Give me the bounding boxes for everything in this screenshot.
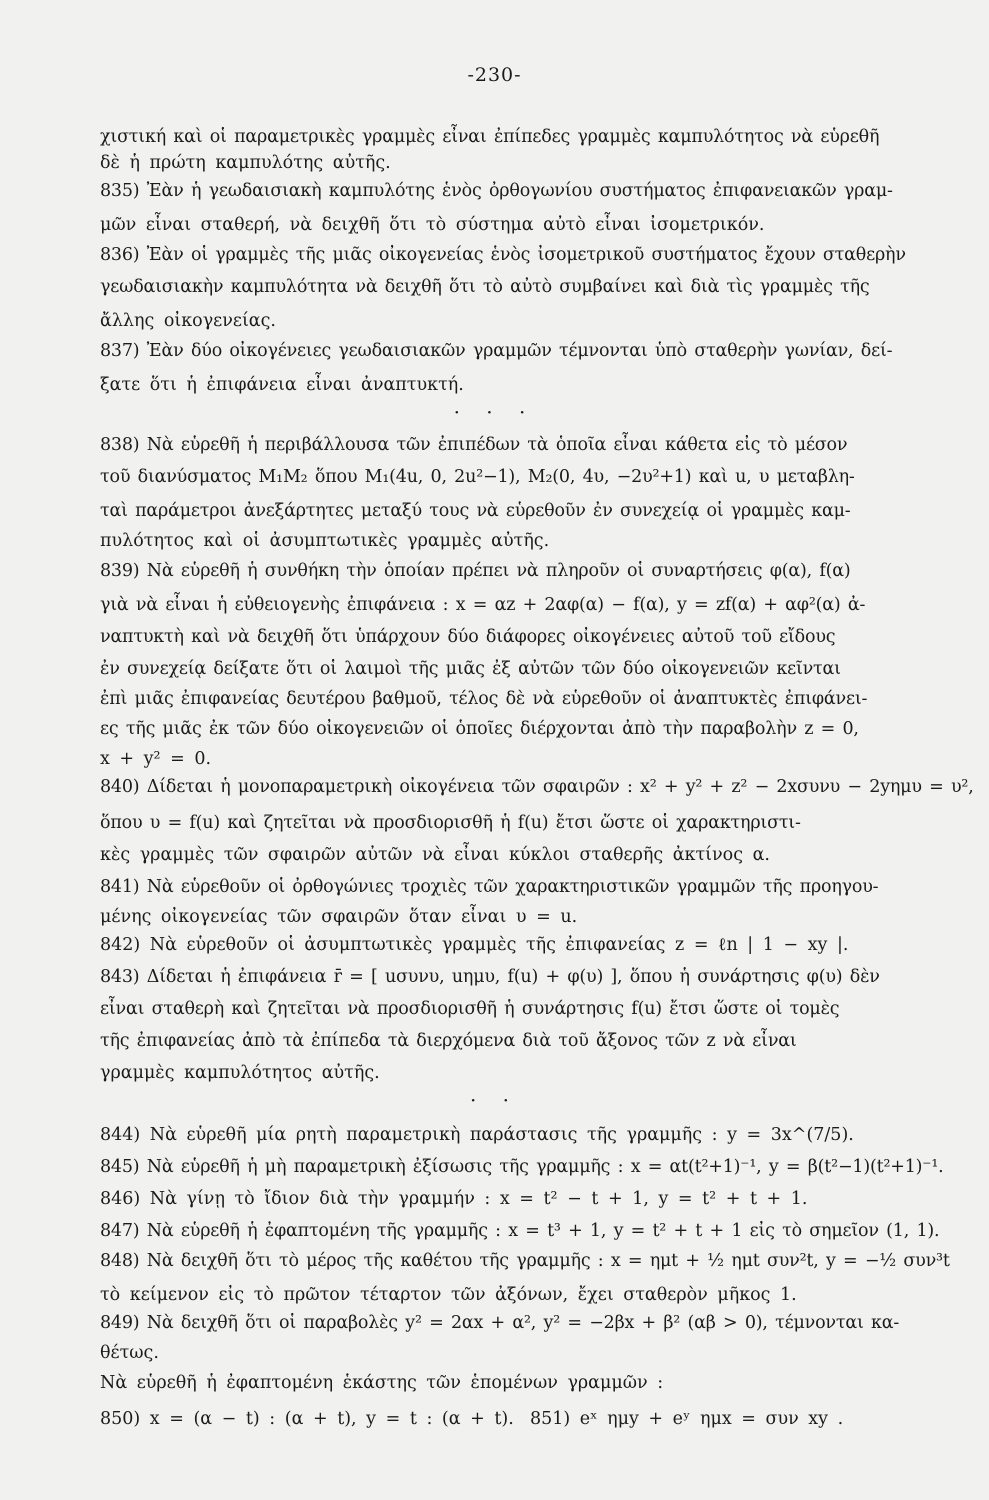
text-line: τῆς ἐπιφανείας ἀπὸ τὰ ἐπίπεδα τὰ διερχόμενα διὰ τοῦ ἄξονος τῶν z νὰ εἶναι [100, 1031, 797, 1051]
problem-851: 851) eˣ ημy + eʸ ημx = συν xy . [530, 1409, 844, 1429]
text-line: ναπτυκτὴ καὶ νὰ δειχθῆ ὅτι ὑπάρχουν δύο διάφορες οἰκογένειες αὐτοῦ τοῦ εἴδους [100, 627, 836, 647]
text-line: κὲς γραμμὲς τῶν σφαιρῶν αὐτῶν νὰ εἶναι κύκλοι σταθερῆς ἀκτίνος α. [100, 845, 770, 865]
problem-840: 840) Δίδεται ἡ μονοπαραμετρικὴ οἰκογένεια τῶν σφαιρῶν : x² + y² + z² − 2xσυνυ − 2yημυ = υ², [100, 777, 974, 797]
problem-838: 838) Νὰ εὑρεθῆ ἡ περιβάλλουσα τῶν ἐπιπέδων τὰ ὁποῖα εἶναι κάθετα εἰς τὸ μέσον [100, 435, 848, 455]
text-line: ταὶ παράμετροι ἀνεξάρτητες μεταξύ τους νὰ εὑρεθοῦν ἐν συνεχείᾳ οἱ γραμμὲς καμ- [100, 501, 851, 521]
problem-837: 837) Ἐὰν δύο οἰκογένειες γεωδαισιακῶν γραμμῶν τέμνονται ὑπὸ σταθερὴν γωνίαν, δεί- [100, 341, 893, 361]
text-line: γιὰ νὰ εἶναι ἡ εὐθειογενὴς ἐπιφάνεια : x = αz + 2αφ(α) − f(α), y = zf(α) + αφ²(α) ἀ- [100, 595, 866, 615]
text-line: μῶν εἶναι σταθερή, νὰ δειχθῆ ὅτι τὸ σύστημα αὐτὸ εἶναι ἰσομετρικόν. [100, 215, 765, 235]
text-line: τοῦ διανύσματος M₁M₂ ὅπου M₁(4u, 0, 2u²−1), M₂(0, 4υ, −2υ²+1) καὶ u, υ μεταβλη- [100, 467, 855, 487]
text-line: ἐν συνεχείᾳ δείξατε ὅτι οἱ λαιμοὶ τῆς μιᾶς ἐξ αὐτῶν τῶν δύο οἰκογενειῶν κεῖνται [100, 659, 841, 679]
problem-841: 841) Νὰ εὑρεθοῦν οἱ ὀρθογώνιες τροχιὲς τῶν χαρακτηριστικῶν γραμμῶν τῆς προηγου- [100, 877, 879, 897]
problem-835: 835) Ἐὰν ἡ γεωδαισιακὴ καμπυλότης ἑνὸς ὀρθογωνίου συστήματος ἐπιφανειακῶν γραμ- [100, 181, 893, 201]
text-line: τὸ κείμενον εἰς τὸ πρῶτον τέταρτον τῶν ἀξόνων, ἔχει σταθερὸν μῆκος 1. [100, 1285, 797, 1305]
text-line: γραμμὲς καμπυλότητος αὐτῆς. [100, 1063, 380, 1083]
problem-836: 836) Ἐὰν οἱ γραμμὲς τῆς μιᾶς οἰκογενείας ἑνὸς ἰσομετρικοῦ συστήματος ἔχουν σταθερὴν [100, 245, 906, 265]
section-separator: · · · [453, 400, 536, 424]
problem-839: 839) Νὰ εὑρεθῆ ἡ συνθήκη τὴν ὁποίαν πρέπει νὰ πληροῦν οἱ συναρτήσεις φ(α), f(α) [100, 561, 851, 581]
text-line: πυλότητος καὶ οἱ ἀσυμπτωτικὲς γραμμὲς αὐτῆς. [100, 531, 550, 551]
text-line: εἶναι σταθερὴ καὶ ζητεῖται νὰ προσδιορισθῆ ἡ συνάρτησις f(u) ἔτσι ὥστε οἱ τομὲς [100, 999, 840, 1019]
problem-848: 848) Νὰ δειχθῆ ὅτι τὸ μέρος τῆς καθέτου τῆς γραμμῆς : x = ημt + ½ ημt συν²t, y = −½ συν³t [100, 1251, 950, 1271]
text-line: ὅπου υ = f(u) καὶ ζητεῖται νὰ προσδιορισθῆ ἡ f(u) ἔτσι ὥστε οἱ χαρακτηριστι- [100, 813, 801, 833]
problem-843: 843) Δίδεται ἡ ἐπιφάνεια r̄ = [ uσυνυ, uημυ, f(u) + φ(υ) ], ὅπου ἡ συνάρτησις φ(υ) δὲν [100, 967, 880, 987]
text-line: θέτως. [100, 1343, 159, 1363]
problem-842: 842) Νὰ εὑρεθοῦν οἱ ἀσυμπτωτικὲς γραμμὲς τῆς ἐπιφανείας z = ℓn | 1 − xy |. [100, 935, 849, 955]
section-separator: · · [469, 1088, 520, 1112]
text-line: χιστική καὶ οἱ παραμετρικὲς γραμμὲς εἶναι ἐπίπεδες γραμμὲς καμπυλότητος νὰ εὑρεθῆ [100, 127, 880, 147]
text-line: x + y² = 0. [100, 749, 212, 769]
text-line: μένης οἰκογενείας τῶν σφαιρῶν ὅταν εἶναι υ = u. [100, 907, 578, 927]
text-line: γεωδαισιακὴν καμπυλότητα νὰ δειχθῆ ὅτι τὸ αὐτὸ συμβαίνει καὶ διὰ τὶς γραμμὲς τῆς [100, 277, 870, 297]
text-line: ἄλλης οἰκογενείας. [100, 311, 276, 331]
problem-850: 850) x = (α − t) : (α + t), y = t : (α + t). [100, 1409, 514, 1429]
problem-849: 849) Νὰ δειχθῆ ὅτι οἱ παραβολὲς y² = 2αx + α², y² = −2βx + β² (αβ > 0), τέμνονται κα- [100, 1313, 900, 1333]
problem-847: 847) Νὰ εὑρεθῆ ἡ ἐφαπτομένη τῆς γραμμῆς : x = t³ + 1, y = t² + t + 1 εἰς τὸ σημεῖον (1, 1). [100, 1221, 940, 1241]
text-line: ες τῆς μιᾶς ἐκ τῶν δύο οἰκογενειῶν οἱ ὁποῖες διέρχονται ἀπὸ τὴν παραβολὴν z = 0, [100, 719, 859, 739]
text-line: ἐπὶ μιᾶς ἐπιφανείας δευτέρου βαθμοῦ, τέλος δὲ νὰ εὑρεθοῦν οἱ ἀναπτυκτὲς ἐπιφάνει- [100, 689, 868, 709]
page-number: -230- [467, 64, 522, 86]
text-line: Νὰ εὑρεθῆ ἡ ἐφαπτομένη ἑκάστης τῶν ἑπομένων γραμμῶν : [100, 1373, 664, 1393]
problem-845: 845) Νὰ εὑρεθῆ ἡ μὴ παραμετρικὴ ἐξίσωσις τῆς γραμμῆς : x = αt(t²+1)⁻¹, y = β(t²−1)(t²+1)⁻¹. [100, 1157, 944, 1177]
problem-844: 844) Νὰ εὑρεθῆ μία ρητὴ παραμετρικὴ παράστασις τῆς γραμμῆς : y = 3x^(7/5). [100, 1125, 854, 1145]
problem-846: 846) Νὰ γίνῃ τὸ ἴδιον διὰ τὴν γραμμήν : x = t² − t + 1, y = t² + t + 1. [100, 1189, 808, 1209]
text-line: ξατε ὅτι ἡ ἐπιφάνεια εἶναι ἀναπτυκτή. [100, 375, 464, 395]
text-line: δὲ ἡ πρώτη καμπυλότης αὐτῆς. [100, 153, 391, 173]
